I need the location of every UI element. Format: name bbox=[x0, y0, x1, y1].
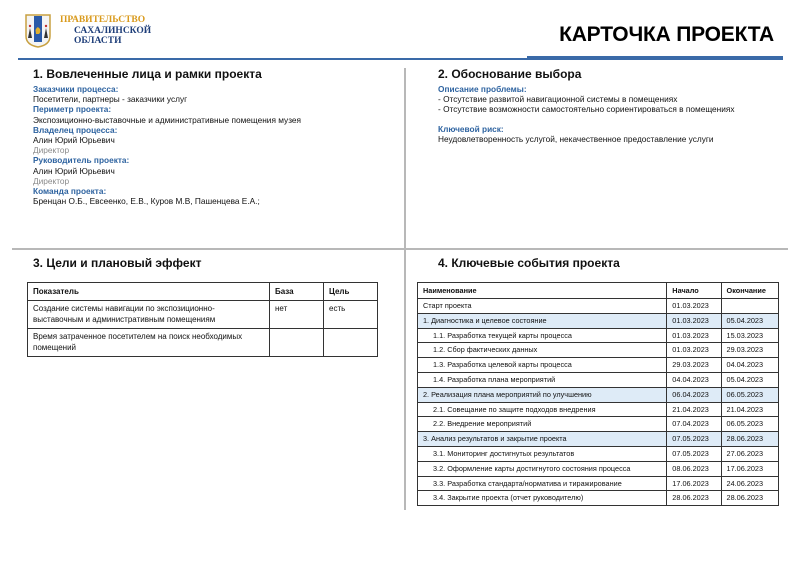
event-start: 29.03.2023 bbox=[667, 358, 721, 373]
problem-item: - Отсутствие возможности самостоятельно сориентироваться в помещениях bbox=[438, 104, 735, 115]
vertical-divider bbox=[404, 68, 406, 510]
event-name: Старт проекта bbox=[418, 299, 667, 314]
org-line-2: САХАЛИНСКОЙ bbox=[74, 25, 152, 36]
table-row bbox=[418, 476, 779, 491]
perimeter-value: Экспозиционно-выставочные и административные помещения музея bbox=[33, 114, 302, 125]
problem-label: Описание проблемы: bbox=[438, 84, 527, 94]
column-header: Показатель bbox=[28, 283, 270, 301]
event-start: 06.04.2023 bbox=[667, 387, 721, 402]
event-name: 2.1. Совещание по защите подходов внедрения bbox=[418, 402, 667, 417]
event-name: 3.2. Оформление карты достигнутого состояния процесса bbox=[418, 461, 667, 476]
event-end bbox=[721, 299, 778, 314]
table-row bbox=[418, 328, 779, 343]
column-header: Наименование bbox=[418, 283, 667, 299]
table-row-phase bbox=[418, 387, 779, 402]
section-2-title: 2. Обоснование выбора bbox=[438, 67, 582, 81]
table-row bbox=[418, 461, 779, 476]
problem-item: - Отсутствие развитой навигационной системы в помещениях bbox=[438, 94, 678, 105]
owner-label: Владелец процесса: bbox=[33, 124, 118, 135]
header-rule bbox=[18, 58, 528, 60]
owner-name: Алин Юрий Юрьевич bbox=[33, 135, 115, 146]
section-4-title: 4. Ключевые события проекта bbox=[438, 256, 620, 270]
org-line-1: ПРАВИТЕЛЬСТВО bbox=[60, 15, 146, 25]
event-start: 07.05.2023 bbox=[667, 432, 721, 447]
goal-cell: есть bbox=[324, 301, 378, 329]
column-header: Начало bbox=[667, 283, 721, 299]
section-2-body bbox=[438, 84, 783, 144]
event-end: 05.04.2023 bbox=[721, 372, 778, 387]
organization-name bbox=[60, 15, 151, 47]
event-end: 04.04.2023 bbox=[721, 358, 778, 373]
event-start: 17.06.2023 bbox=[667, 476, 721, 491]
event-start: 01.03.2023 bbox=[667, 313, 721, 328]
event-name: 1.2. Сбор фактических данных bbox=[418, 343, 667, 358]
coat-of-arms-icon bbox=[25, 14, 51, 48]
owner-role: Директор bbox=[33, 145, 70, 156]
event-end: 27.06.2023 bbox=[721, 446, 778, 461]
table-row bbox=[418, 491, 779, 506]
event-start: 01.03.2023 bbox=[667, 343, 721, 358]
event-name: 1.3. Разработка целевой карты процесса bbox=[418, 358, 667, 373]
team-label: Команда проекта: bbox=[33, 186, 107, 197]
table-row bbox=[28, 301, 378, 329]
base-cell: нет bbox=[270, 301, 324, 329]
event-name: 2. Реализация плана мероприятий по улучшению bbox=[418, 387, 667, 402]
event-name: 3.1. Мониторинг достигнутых результатов bbox=[418, 446, 667, 461]
table-row bbox=[418, 343, 779, 358]
event-start: 21.04.2023 bbox=[667, 402, 721, 417]
table-header-row bbox=[418, 283, 779, 299]
horizontal-divider bbox=[12, 248, 788, 250]
section-1-title: 1. Вовлеченные лица и рамки проекта bbox=[33, 67, 262, 81]
section-1-body bbox=[33, 84, 393, 206]
table-row bbox=[418, 402, 779, 417]
manager-name: Алин Юрий Юрьевич bbox=[33, 165, 115, 176]
event-end: 17.06.2023 bbox=[721, 461, 778, 476]
org-line-3: ОБЛАСТИ bbox=[74, 36, 122, 46]
event-end: 28.06.2023 bbox=[721, 491, 778, 506]
customers-label: Заказчики процесса: bbox=[33, 84, 119, 94]
table-row bbox=[418, 446, 779, 461]
events-table bbox=[417, 282, 779, 506]
team-value: Бренцан О.Б., Евсеенко, Е.В., Куров М.В, Пашенцева Е.А.; bbox=[33, 196, 260, 207]
column-header: Окончание bbox=[721, 283, 778, 299]
manager-label: Руководитель проекта: bbox=[33, 155, 130, 166]
event-end: 24.06.2023 bbox=[721, 476, 778, 491]
event-end: 06.05.2023 bbox=[721, 417, 778, 432]
event-name: 3. Анализ результатов и закрытие проекта bbox=[418, 432, 667, 447]
column-header: База bbox=[270, 283, 324, 301]
page-title: КАРТОЧКА ПРОЕКТА bbox=[559, 23, 774, 46]
event-name: 1. Диагностика и целевое состояние bbox=[418, 313, 667, 328]
indicator-cell: Время затраченное посетителем на поиск необходимых помещений bbox=[28, 329, 270, 357]
event-start: 07.05.2023 bbox=[667, 446, 721, 461]
section-3-title: 3. Цели и плановый эффект bbox=[33, 256, 202, 270]
event-start: 08.06.2023 bbox=[667, 461, 721, 476]
table-row bbox=[418, 417, 779, 432]
event-start: 28.06.2023 bbox=[667, 491, 721, 506]
event-end: 06.05.2023 bbox=[721, 387, 778, 402]
column-header: Цель bbox=[324, 283, 378, 301]
manager-role: Директор bbox=[33, 175, 70, 186]
event-name: 3.4. Закрытие проекта (отчет руководителю) bbox=[418, 491, 667, 506]
event-end: 29.03.2023 bbox=[721, 343, 778, 358]
risk-value: Неудовлетворенность услугой, некачественное предоставление услуги bbox=[438, 133, 714, 144]
goal-cell bbox=[324, 329, 378, 357]
event-start: 01.03.2023 bbox=[667, 328, 721, 343]
event-start: 01.03.2023 bbox=[667, 299, 721, 314]
table-row bbox=[418, 358, 779, 373]
event-name: 1.1. Разработка текущей карты процесса bbox=[418, 328, 667, 343]
table-header-row bbox=[28, 283, 378, 301]
customers-value: Посетители, партнеры - заказчики услуг bbox=[33, 94, 188, 105]
base-cell bbox=[270, 329, 324, 357]
event-name: 2.2. Внедрение мероприятий bbox=[418, 417, 667, 432]
table-row bbox=[418, 299, 779, 314]
event-end: 15.03.2023 bbox=[721, 328, 778, 343]
event-name: 3.3. Разработка стандарта/норматива и тиражирование bbox=[418, 476, 667, 491]
table-row bbox=[418, 372, 779, 387]
perimeter-label: Периметр проекта: bbox=[33, 104, 112, 115]
table-row-phase bbox=[418, 313, 779, 328]
event-start: 04.04.2023 bbox=[667, 372, 721, 387]
goals-table bbox=[27, 282, 378, 357]
indicator-cell: Создание системы навигации по экспозиционно-выставочным и административным помещениям bbox=[28, 301, 270, 329]
event-start: 07.04.2023 bbox=[667, 417, 721, 432]
event-end: 05.04.2023 bbox=[721, 313, 778, 328]
risk-label: Ключевой риск: bbox=[438, 123, 504, 134]
event-name: 1.4. Разработка плана мероприятий bbox=[418, 372, 667, 387]
event-end: 21.04.2023 bbox=[721, 402, 778, 417]
table-row bbox=[28, 329, 378, 357]
event-end: 28.06.2023 bbox=[721, 432, 778, 447]
header-rule-accent bbox=[527, 56, 783, 60]
table-row-phase bbox=[418, 432, 779, 447]
